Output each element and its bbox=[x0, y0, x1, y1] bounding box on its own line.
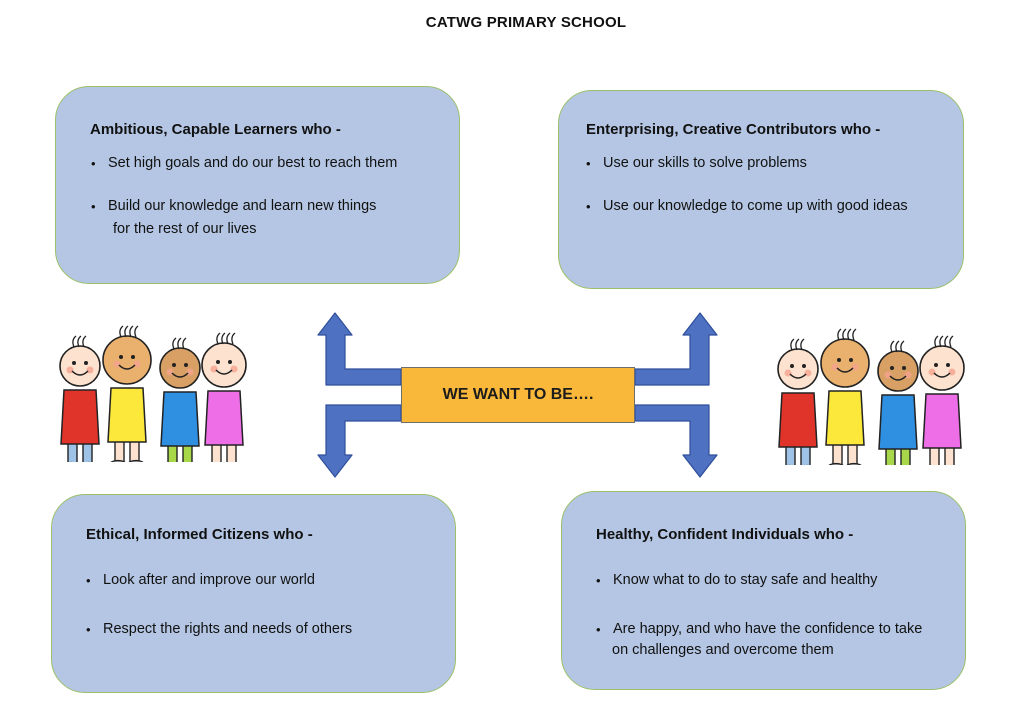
bullet-icon: • bbox=[586, 156, 591, 171]
arrow-up-left bbox=[318, 313, 401, 385]
bullet-item bbox=[91, 195, 411, 245]
bullet-text: Are happy, and who have the confidence to take bbox=[613, 621, 923, 637]
page-title: CATWG PRIMARY SCHOOL bbox=[425, 14, 627, 31]
bullet-icon: • bbox=[91, 199, 96, 214]
bullet-text-continuation: for the rest of our lives bbox=[113, 221, 257, 237]
child-figure bbox=[920, 336, 964, 465]
arrow-down-left bbox=[318, 405, 401, 477]
bullet-icon: • bbox=[596, 573, 601, 588]
children-figures bbox=[60, 326, 246, 462]
bullet-icon: • bbox=[86, 573, 91, 588]
box-ambitious-learners bbox=[55, 86, 460, 284]
box-title-ethical-citizens: Ethical, Informed Citizens who - bbox=[86, 526, 313, 543]
child-figure bbox=[60, 336, 100, 462]
child-figure bbox=[103, 326, 151, 462]
center-label bbox=[401, 367, 635, 423]
child-figure bbox=[778, 339, 818, 465]
children-group-icon bbox=[770, 325, 980, 465]
bullet-text-continuation: on challenges and overcome them bbox=[612, 642, 834, 658]
bullet-text: Respect the rights and needs of others bbox=[103, 621, 353, 637]
bullet-icon: • bbox=[596, 622, 601, 637]
children-group-icon bbox=[52, 322, 262, 462]
bullet-icon: • bbox=[586, 199, 591, 214]
box-title-enterprising-contributors: Enterprising, Creative Contributors who - bbox=[586, 121, 881, 138]
arrow-down-right bbox=[635, 405, 717, 477]
arrow-up-right bbox=[635, 313, 717, 385]
child-figure bbox=[821, 329, 869, 465]
bullet-text: Set high goals and do our best to reach them bbox=[108, 155, 398, 171]
box-title-healthy-individuals: Healthy, Confident Individuals who - bbox=[596, 526, 854, 543]
center-label-text: WE WANT TO BE…. bbox=[442, 386, 594, 403]
box-ethical-citizens bbox=[51, 494, 456, 693]
bullet-icon: • bbox=[86, 622, 91, 637]
bullet-icon: • bbox=[91, 156, 96, 171]
bullet-text: Look after and improve our world bbox=[103, 572, 315, 588]
bullet-text: Use our knowledge to come up with good ideas bbox=[603, 198, 908, 214]
child-figure bbox=[202, 333, 246, 462]
bullet-text: Build our knowledge and learn new things bbox=[108, 198, 377, 214]
bullet-text: Know what to do to stay safe and healthy bbox=[613, 572, 878, 588]
bullet-text: Use our skills to solve problems bbox=[603, 155, 807, 171]
bullet-item bbox=[596, 618, 956, 668]
box-title-ambitious-learners: Ambitious, Capable Learners who - bbox=[90, 121, 341, 138]
child-figure bbox=[160, 338, 200, 462]
child-figure bbox=[878, 341, 918, 465]
children-figures bbox=[778, 329, 964, 465]
box-enterprising-contributors bbox=[558, 90, 964, 289]
